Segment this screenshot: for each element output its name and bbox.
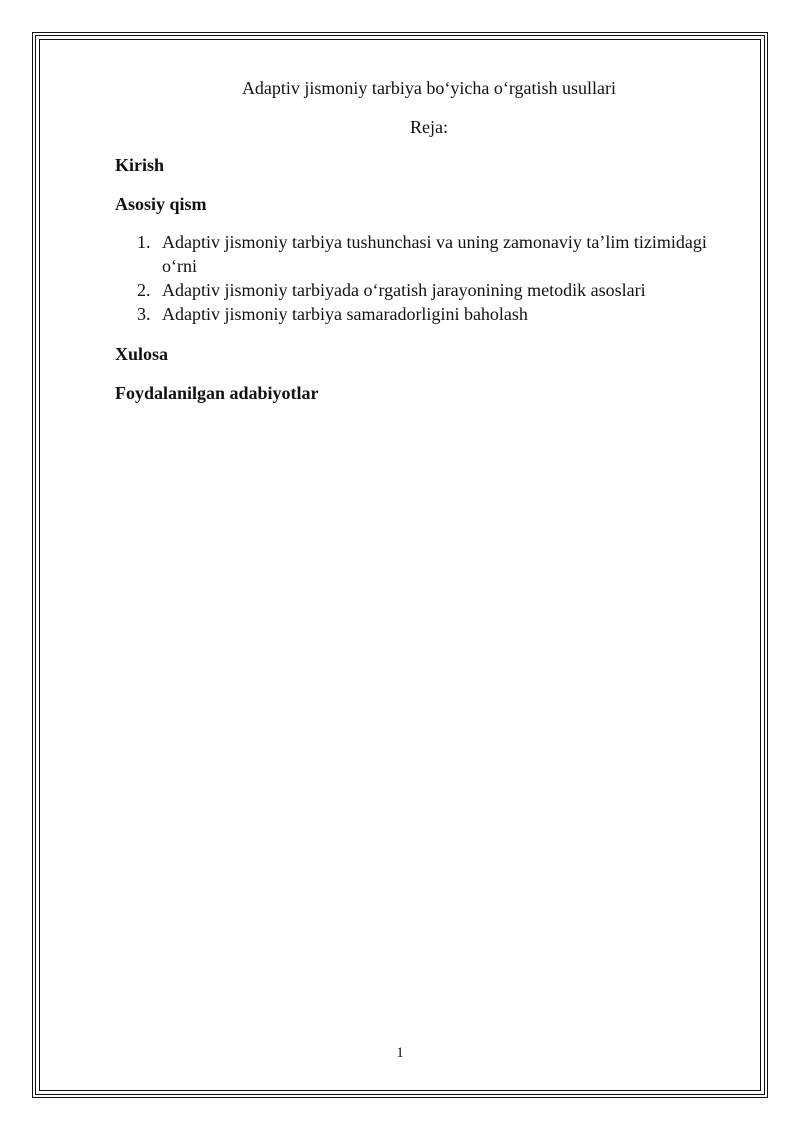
outline-list — [115, 230, 740, 326]
outline-item — [115, 302, 740, 326]
outline-item-number: 2. — [137, 280, 151, 300]
outline-item-number: 1. — [137, 232, 151, 252]
section-heading-intro: Kirish — [115, 155, 165, 175]
outline-item — [115, 278, 740, 302]
outline-item — [115, 230, 740, 278]
document-title: Adaptiv jismoniy tarbiya bo‘yicha o‘rgatish usullari — [241, 78, 617, 98]
section-heading-references: Foydalanilgan adabiyotlar — [115, 383, 319, 403]
plan-label: Reja: — [410, 117, 448, 137]
section-heading-conclusion: Xulosa — [115, 344, 169, 364]
outline-item-text: Adaptiv jismoniy tarbiyada o‘rgatish jarayonining metodik asoslari — [162, 280, 646, 300]
page-number: 1 — [396, 1045, 404, 1061]
outline-item-number: 3. — [137, 304, 151, 324]
outline-item-text: Adaptiv jismoniy tarbiya tushunchasi va uning zamonaviy ta’lim tizimidagi o‘rni — [162, 232, 707, 276]
outline-item-text: Adaptiv jismoniy tarbiya samaradorligini baholash — [162, 304, 528, 324]
section-heading-main: Asosiy qism — [115, 194, 207, 214]
